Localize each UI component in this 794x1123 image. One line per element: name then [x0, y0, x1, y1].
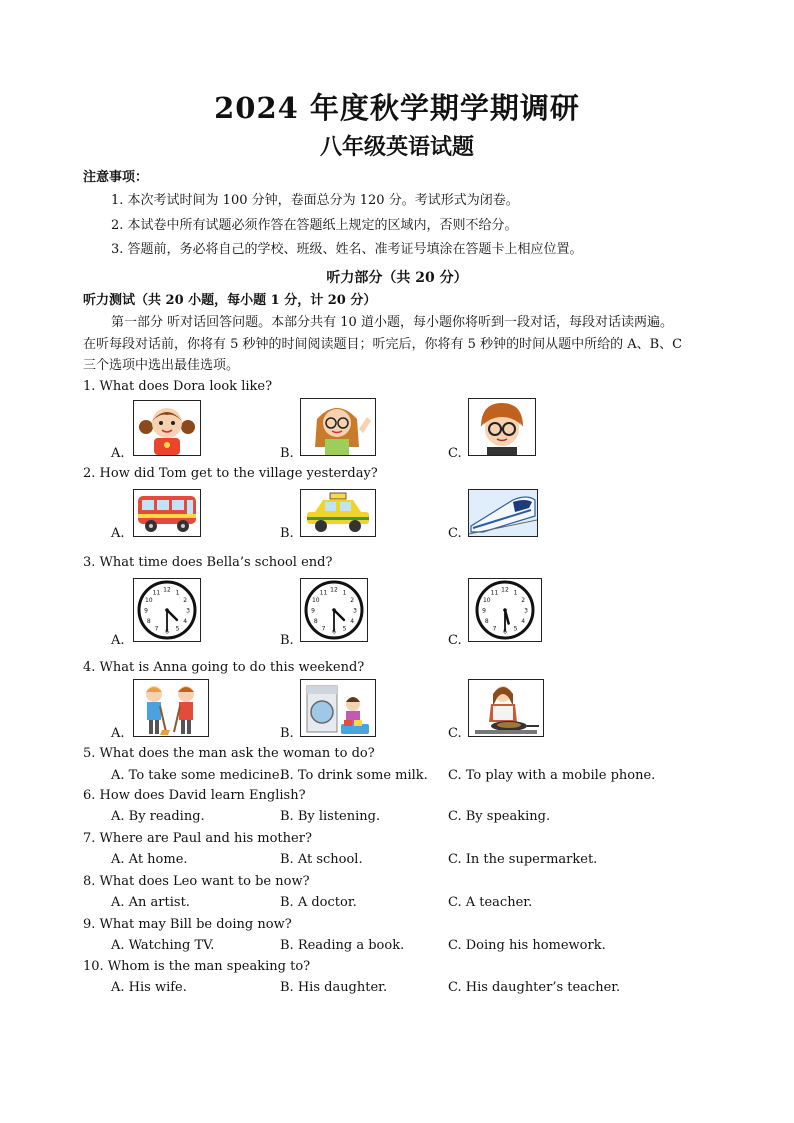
svg-text:9: 9: [311, 607, 315, 615]
question-1: 1. What does Dora look like?: [83, 379, 273, 394]
option-a: A. His wife.: [111, 980, 187, 995]
option-label: C.: [448, 526, 462, 541]
svg-text:9: 9: [144, 607, 148, 615]
question-7: 7. Where are Paul and his mother?: [83, 831, 312, 846]
option-label: B.: [280, 526, 294, 541]
option-label: B.: [280, 726, 294, 741]
svg-text:11: 11: [490, 589, 499, 597]
svg-text:1: 1: [513, 589, 518, 597]
question-2: 2. How did Tom get to the village yesterday?: [83, 466, 378, 481]
question-9: 9. What may Bill be doing now?: [83, 917, 292, 932]
option-b: B. A doctor.: [280, 895, 357, 910]
question-6: 6. How does David learn English?: [83, 788, 306, 803]
svg-text:7: 7: [154, 625, 159, 633]
svg-text:4: 4: [521, 618, 526, 625]
svg-text:5: 5: [342, 625, 347, 633]
svg-text:8: 8: [484, 618, 489, 625]
notes-item-3: 3. 答题前，务必将自己的学校、班级、姓名、准考证号填涂在答题卡上相应位置。: [111, 242, 583, 257]
option-a: A. At home.: [111, 852, 188, 867]
svg-text:6: 6: [332, 628, 336, 636]
page-subtitle: 八年级英语试题: [319, 134, 474, 160]
svg-text:1: 1: [342, 589, 347, 597]
option-label: A.: [111, 633, 125, 648]
svg-text:1: 1: [175, 589, 180, 597]
question-8: 8. What does Leo want to be now?: [83, 874, 310, 889]
svg-text:6: 6: [503, 628, 507, 636]
option-b: B. At school.: [280, 852, 363, 867]
notes-heading: 注意事项：: [83, 170, 149, 185]
taxi-image: [300, 489, 376, 537]
svg-text:5: 5: [513, 625, 518, 633]
option-a: A. By reading.: [111, 809, 205, 824]
instruction-line-1: 第一部分 听对话回答问题。本部分共有 10 道小题，每小题你将听到一段对话，每段对话读两遍。: [111, 315, 673, 330]
option-c: C. His daughter’s teacher.: [448, 980, 621, 995]
option-label: C.: [448, 726, 462, 741]
svg-text:6: 6: [165, 628, 169, 636]
svg-text:3: 3: [353, 607, 357, 615]
page-title: 2024 年度秋学期学期调研: [214, 91, 580, 125]
svg-text:8: 8: [313, 618, 318, 625]
person-glasses-image: [468, 398, 536, 456]
option-label: A.: [111, 726, 125, 741]
option-a: A. Watching TV.: [111, 938, 215, 953]
option-c: C. By speaking.: [448, 809, 551, 824]
svg-text:7: 7: [321, 625, 326, 633]
svg-text:5: 5: [175, 625, 180, 633]
listening-test-heading: 听力测试（共 20 小题，每小题 1 分，计 20 分）: [83, 293, 377, 308]
option-label: C.: [448, 446, 462, 461]
svg-text:10: 10: [311, 597, 320, 604]
instruction-line-3: 三个选项中选出最佳选项。: [83, 358, 240, 373]
option-c: C. In the supermarket.: [448, 852, 598, 867]
svg-text:2: 2: [183, 597, 188, 604]
svg-text:12: 12: [330, 586, 338, 594]
svg-text:9: 9: [482, 607, 486, 615]
svg-text:4: 4: [183, 618, 188, 625]
svg-text:11: 11: [319, 589, 328, 597]
option-b: B. By listening.: [280, 809, 381, 824]
option-label: B.: [280, 446, 294, 461]
option-c: C. To play with a mobile phone.: [448, 768, 656, 783]
question-10: 10. Whom is the man speaking to?: [83, 959, 311, 974]
option-a: A. To take some medicine.: [111, 768, 284, 783]
svg-text:12: 12: [501, 586, 509, 594]
svg-text:10: 10: [482, 597, 491, 604]
svg-text:11: 11: [152, 589, 161, 597]
option-c: C. A teacher.: [448, 895, 533, 910]
girl-pigtails-image: [133, 400, 201, 456]
question-3: 3. What time does Bella’s school end?: [83, 555, 333, 570]
svg-text:3: 3: [186, 607, 190, 615]
clock-image: [300, 578, 368, 642]
sweeping-image: [133, 679, 209, 737]
option-b: B. To drink some milk.: [280, 768, 428, 783]
clock-image: [133, 578, 201, 642]
bus-image: [133, 489, 201, 537]
cooking-image: [468, 679, 544, 737]
svg-text:10: 10: [144, 597, 153, 604]
girl-glasses-image: [300, 398, 376, 456]
option-a: A. An artist.: [111, 895, 190, 910]
svg-text:8: 8: [146, 618, 151, 625]
svg-text:2: 2: [521, 597, 526, 604]
svg-text:3: 3: [524, 607, 528, 615]
clock-image: [468, 578, 542, 642]
option-b: B. Reading a book.: [280, 938, 405, 953]
question-5: 5. What does the man ask the woman to do?: [83, 746, 375, 761]
notes-item-1: 1. 本次考试时间为 100 分钟，卷面总分为 120 分。考试形式为闭卷。: [111, 193, 519, 208]
option-label: C.: [448, 633, 462, 648]
question-4: 4. What is Anna going to do this weekend?: [83, 660, 365, 675]
option-label: A.: [111, 446, 125, 461]
option-c: C. Doing his homework.: [448, 938, 606, 953]
option-label: A.: [111, 526, 125, 541]
laundry-image: [300, 679, 376, 737]
svg-text:2: 2: [350, 597, 355, 604]
svg-text:7: 7: [492, 625, 497, 633]
notes-item-2: 2. 本试卷中所有试题必须作答在答题纸上规定的区域内，否则不给分。: [111, 218, 518, 233]
svg-text:12: 12: [163, 586, 171, 594]
train-image: [468, 489, 538, 537]
listening-section-title: 听力部分（共 20 分）: [326, 270, 468, 286]
svg-text:4: 4: [350, 618, 355, 625]
instruction-line-2: 在听每段对话前，你将有 5 秒钟的时间阅读题目；听完后，你将有 5 秒钟的时间从题中所给的 A、B、C: [83, 337, 683, 352]
option-label: B.: [280, 633, 294, 648]
option-b: B. His daughter.: [280, 980, 388, 995]
